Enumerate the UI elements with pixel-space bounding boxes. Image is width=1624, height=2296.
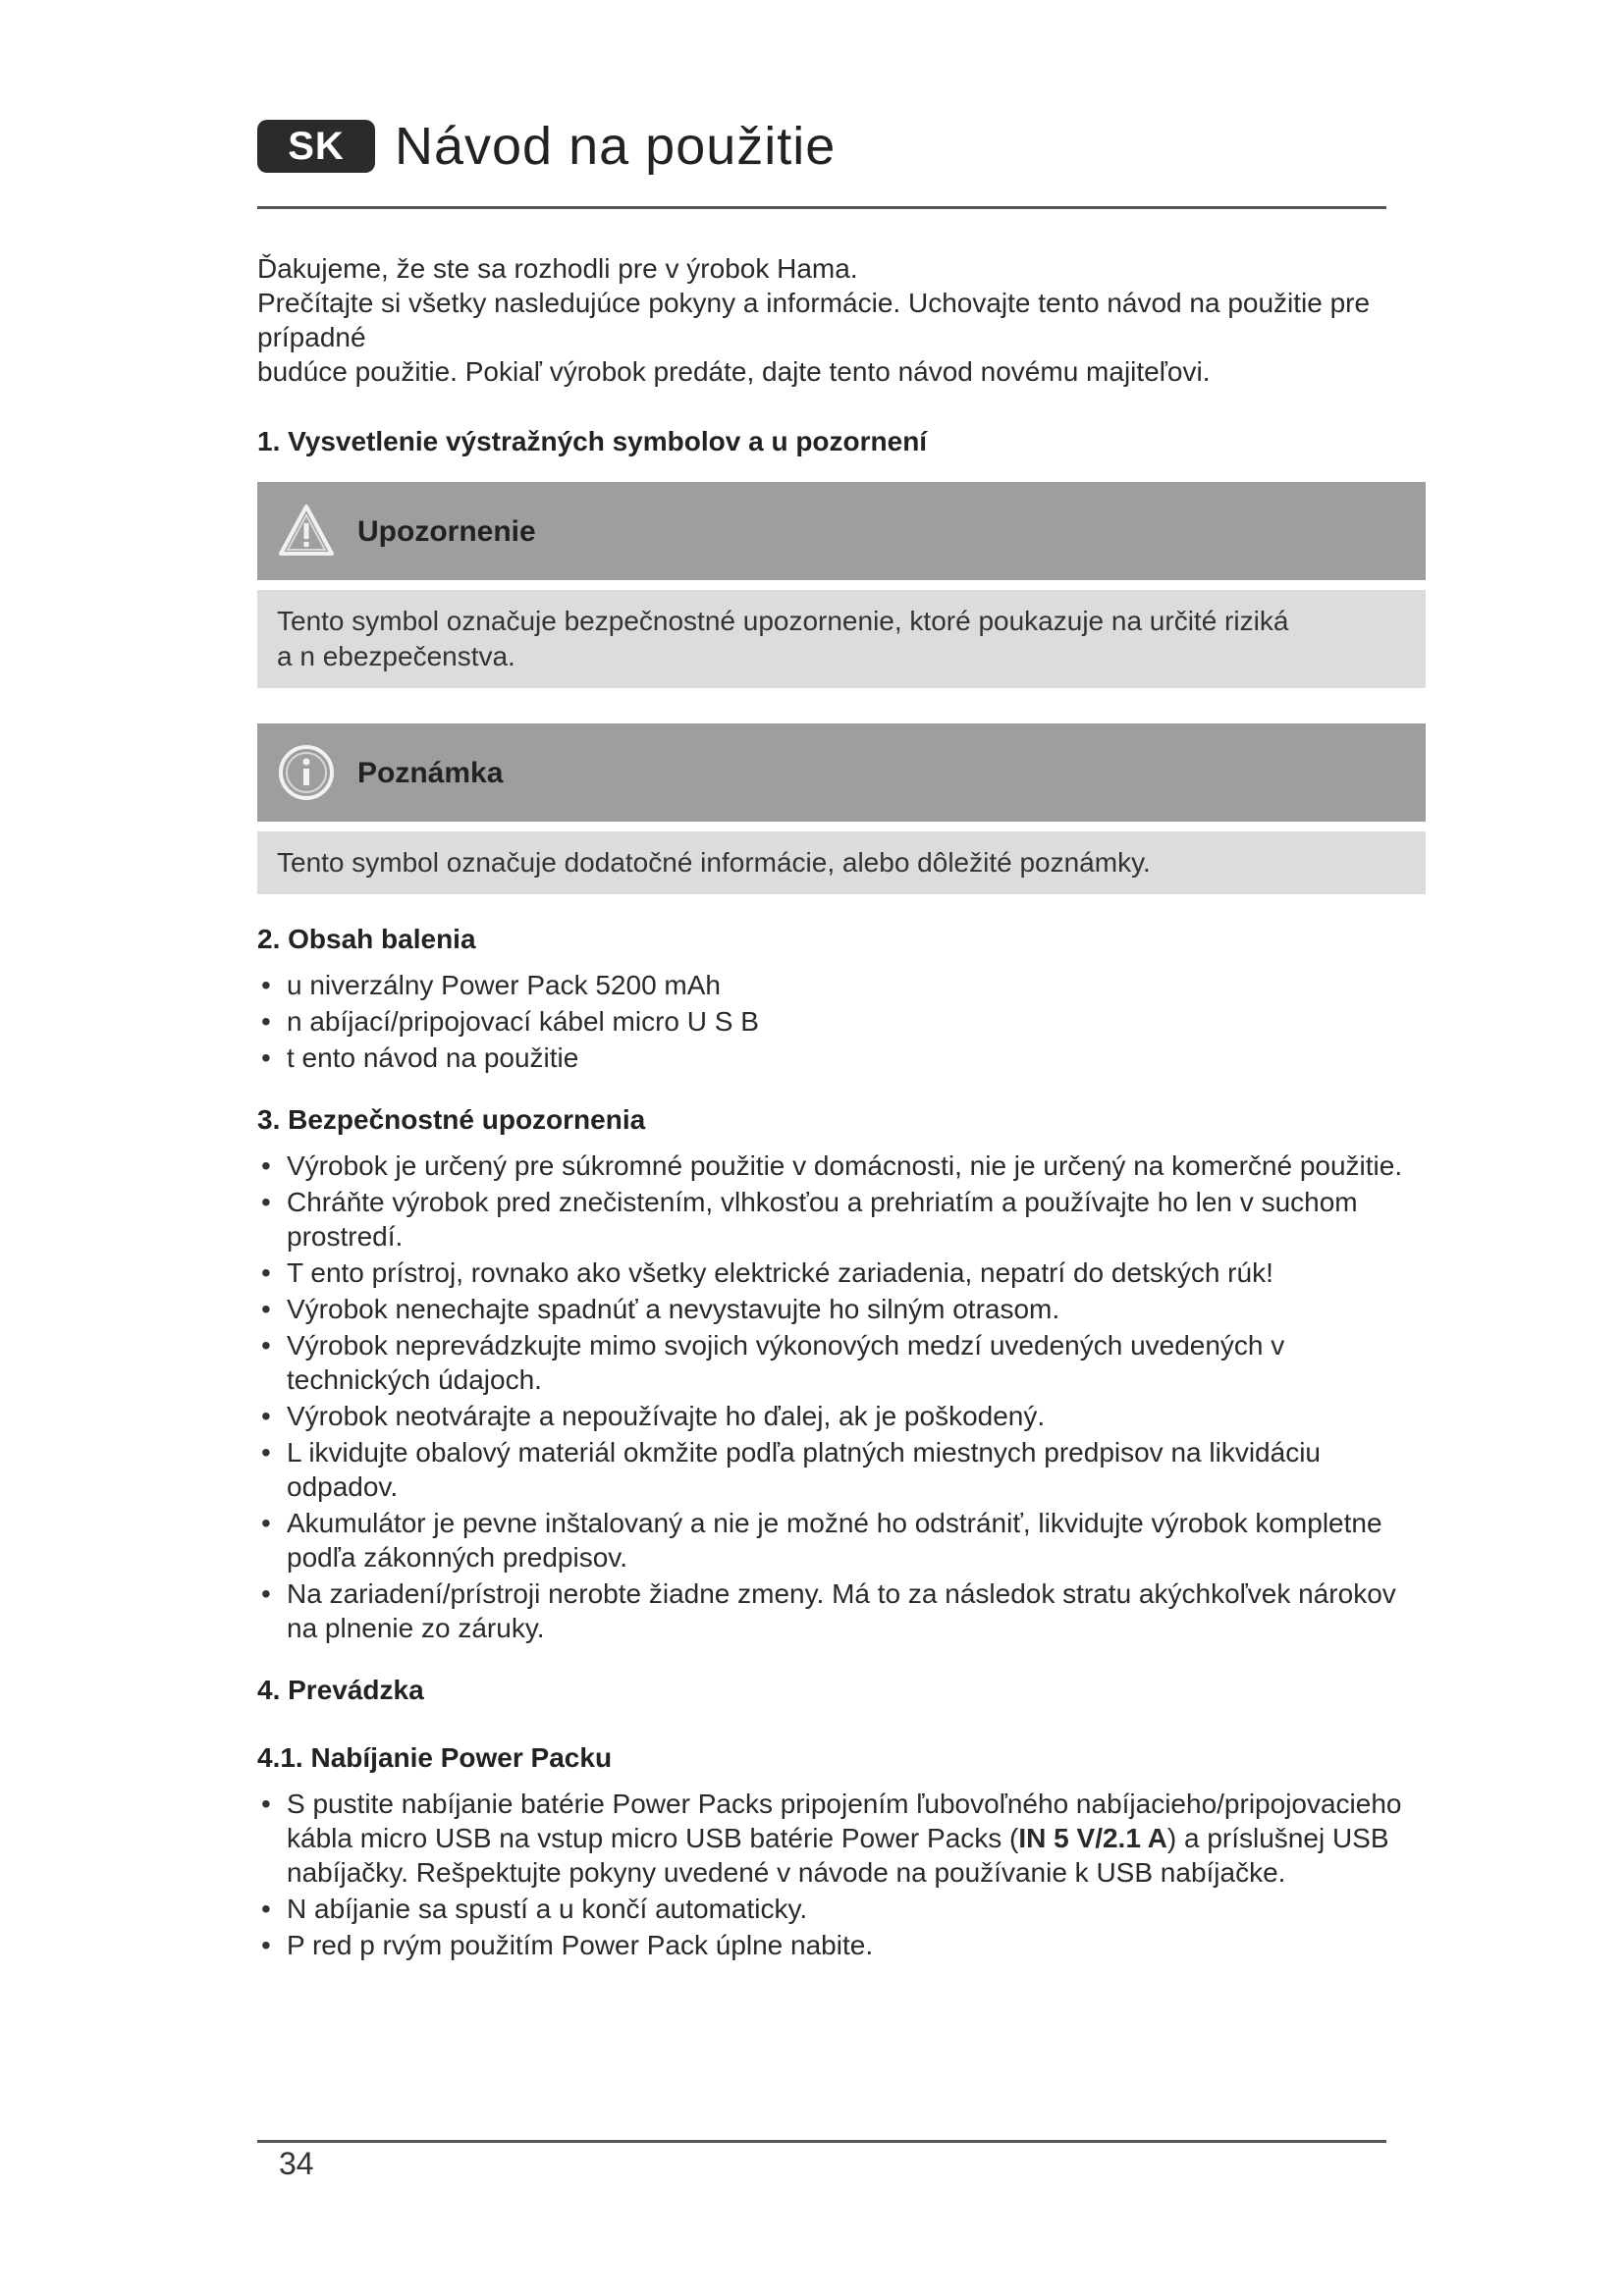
header-divider bbox=[257, 206, 1386, 209]
footer-divider bbox=[257, 2140, 1386, 2143]
intro-text bbox=[257, 251, 1426, 389]
warning-text-line: Tento symbol označuje bezpečnostné upozornenie, ktoré poukazuje na určité riziká bbox=[277, 606, 1289, 636]
intro-line: budúce použitie. Pokiaľ výrobok predáte, dajte tento návod novému majiteľovi. bbox=[257, 356, 1211, 387]
warning-box-body bbox=[257, 590, 1426, 688]
charging-list bbox=[257, 1787, 1426, 1962]
section-3-heading: 3. Bezpečnostné upozornenia bbox=[257, 1104, 646, 1135]
note-box-header bbox=[257, 723, 1426, 822]
list-item: • Výrobok nenechajte spadnúť a nevystavujte ho silným otrasom. bbox=[257, 1292, 1426, 1326]
section-4-heading: 4. Prevádzka bbox=[257, 1675, 424, 1705]
warning-label: Upozornenie bbox=[357, 514, 536, 548]
list-item: • L ikvidujte obalový materiál okmžite podľa platných miestnych predpisov na likvidáciu odpadov. bbox=[257, 1435, 1426, 1504]
intro-line: Prečítajte si všetky nasledujúce pokyny a informácie. Uchovajte tento návod na použitie pre prípadné bbox=[257, 288, 1371, 352]
charging-text: ) a príslušnej USB nabíjačky. Rešpektujte pokyny uvedené v návode na používanie k USB nabíjačke. bbox=[287, 1823, 1389, 1888]
list-item bbox=[257, 1787, 1426, 1890]
list-item: • Výrobok neprevádzkujte mimo svojich výkonových medzí uvedených uvedených v technických údajoch. bbox=[257, 1328, 1426, 1397]
list-item: • Chráňte výrobok pred znečistením, vlhkosťou a prehriatím a používajte ho len v suchom prostredí. bbox=[257, 1185, 1426, 1254]
note-label: Poznámka bbox=[357, 756, 504, 789]
intro-line: Ďakujeme, že ste sa rozhodli pre v ýrobok Hama. bbox=[257, 253, 858, 284]
list-item: • Akumulátor je pevne inštalovaný a nie je možné ho odstrániť, likvidujte výrobok kompletne podľa zákonných predpisov. bbox=[257, 1506, 1426, 1575]
list-item: • u niverzálny Power Pack 5200 mAh bbox=[257, 968, 1426, 1002]
list-item: • P red p rvým použitím Power Pack úplne nabite. bbox=[257, 1928, 1426, 1962]
input-spec: IN 5 V/2.1 A bbox=[1018, 1823, 1167, 1853]
section-2-heading: 2. Obsah balenia bbox=[257, 924, 476, 954]
list-item: • Výrobok je určený pre súkromné použitie v domácnosti, nie je určený na komerčné použitie. bbox=[257, 1148, 1426, 1183]
page-number: 34 bbox=[279, 2146, 314, 2181]
list-item: • Na zariadení/prístroji nerobte žiadne zmeny. Má to za následok stratu akýchkoľvek nárokov na plnenie zo záruky. bbox=[257, 1576, 1426, 1645]
list-item: • n abíjací/pripojovací kábel micro U S B bbox=[257, 1004, 1426, 1039]
page-header bbox=[257, 116, 836, 177]
info-icon bbox=[277, 743, 336, 802]
warning-box-header bbox=[257, 482, 1426, 580]
package-contents-list bbox=[257, 968, 1426, 1075]
section-1-heading: 1. Vysvetlenie výstražných symbolov a u pozornení bbox=[257, 426, 928, 456]
list-item: • N abíjanie sa spustí a u končí automaticky. bbox=[257, 1892, 1426, 1926]
list-item: • t ento návod na použitie bbox=[257, 1041, 1426, 1075]
charging-text: S pustite nabíjanie batérie Power Packs pripojením ľubovoľného nabíjacieho/pripojovacieho kábla micro USB na vstup micro USB batérie Power Packs ( bbox=[287, 1789, 1402, 1853]
language-badge: SK bbox=[257, 120, 375, 173]
list-item: • Výrobok neotvárajte a nepoužívajte ho ďalej, ak je poškodený. bbox=[257, 1399, 1426, 1433]
safety-list bbox=[257, 1148, 1426, 1645]
page-title: Návod na použitie bbox=[395, 117, 837, 176]
note-text: Tento symbol označuje dodatočné informácie, alebo dôležité poznámky. bbox=[277, 847, 1151, 878]
warning-text-line: a n ebezpečenstva. bbox=[277, 641, 515, 671]
list-item: • T ento prístroj, rovnako ako všetky elektrické zariadenia, nepatrí do detských rúk! bbox=[257, 1255, 1426, 1290]
warning-triangle-icon bbox=[277, 502, 336, 561]
note-box-body bbox=[257, 831, 1426, 894]
section-4-1-heading: 4.1. Nabíjanie Power Packu bbox=[257, 1742, 613, 1773]
document-body bbox=[257, 251, 1426, 1964]
